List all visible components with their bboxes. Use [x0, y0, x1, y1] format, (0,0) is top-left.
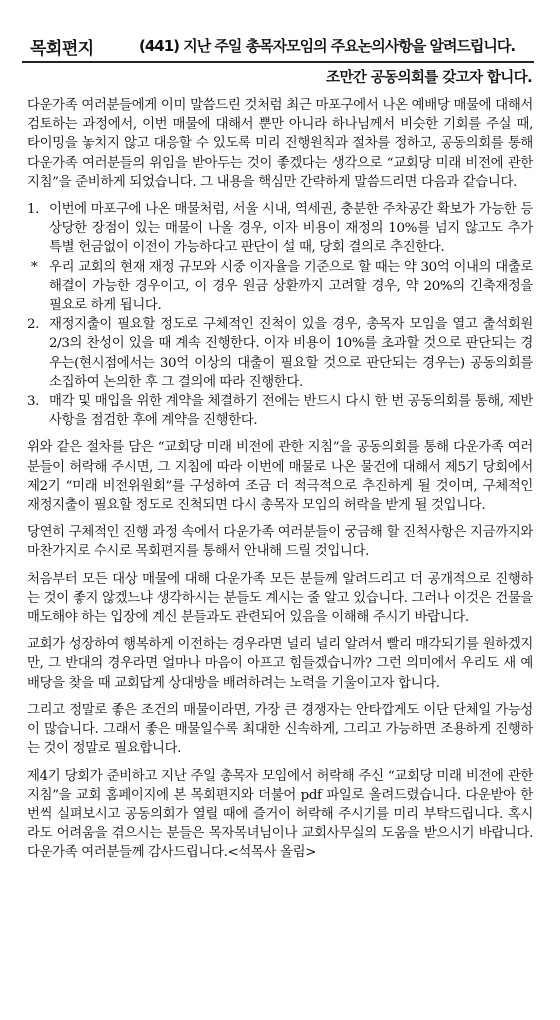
guideline-number: 2. — [27, 317, 40, 333]
body-paragraph: 위와 같은 절차를 담은 “교회당 미래 비전에 관한 지침”을 공동의회를 통해 다운가족 여러분들이 허락해 주시면, 그 지침에 따라 이번에 매물로 나온 물건에 대해서 제5기 당회에서 제2기 “미래 비전위원회”를 구성하여 조금 더 적극적으로 추진하게 될 것이며, 구체적인 재정지출이 필요할 정도로 진척되면 다시 총목자 모임의 허락을 받게 될 것입니다. — [27, 440, 533, 514]
closing-paragraph: 제4기 당회가 준비하고 지난 주일 총목자 모임에서 허락해 주신 “교회당 미래 비전에 관한 지침”을 교회 홈페이지에 본 목회편지와 더불어 pdf 파일로 올려드렸습니다. 다운받아 한 번씩 실펴보시고 공동의회가 열릴 때에 즐거이 허락해 주시기를 미리 부탁드립니다. 혹시라도 어려움을 겪으시는 분들은 목자목녀님이나 교회사무실의 도움을 받으시기 바랍니다. 다운가족 여러분들께 감사드립니다.<석목사 올림> — [27, 768, 533, 861]
guideline-number: 3. — [27, 394, 40, 410]
guideline-item-3 — [27, 392, 533, 430]
guideline-text: 매각 및 매입을 위한 계약을 체결하기 전에는 반드시 다시 한 번 공동의회를 통해, 제반 사항을 점검한 후에 계약을 진행한다. — [49, 394, 533, 429]
header-divider — [22, 61, 534, 63]
body-paragraph: 교회가 성장하여 행복하게 이전하는 경우라면 널리 널리 알려서 빨리 매각되기를 원하겠지만, 그 반대의 경우라면 얼마나 마음이 아프고 힘들겠습니까? 그런 의미에서 우리도 새 예배당을 찾을 때 교회답게 상대방을 배려하려는 노력을 기울이고자 합니다. — [27, 637, 533, 691]
guideline-item-2 — [27, 315, 533, 392]
letter-body — [27, 96, 533, 871]
body-paragraph: 당연히 구체적인 진행 과정 속에서 다운가족 여러분들이 궁금해 할 진척사항은 지금까지와 마찬가지로 수시로 목회편지를 통해서 안내해 드릴 것입니다. — [27, 525, 533, 560]
header-label: 목회편지 — [30, 39, 94, 59]
guideline-note — [27, 258, 533, 316]
guideline-note-text: 우리 교회의 현재 재정 규모와 시중 이자율을 기준으로 할 때는 약 30억 이내의 대출로 해결이 가능한 경우이고, 이 경우 원금 상환까지 고려할 경우, 약 20%의 긴축재정을 필요로 하게 됩니다. — [49, 259, 534, 314]
guideline-list — [27, 200, 533, 430]
header — [22, 34, 534, 64]
intro-paragraph: 다운가족 여러분들에게 이미 말씀드린 것처럼 최근 마포구에서 나온 예배당 매물에 대해서 검토하는 과정에서, 이번 매물에 대해서 뿐만 아니라 하나님께서 비슷한 기회를 주실 때, 타이밍을 놓치지 않고 대응할 수 있도록 미리 진행원칙과 절차를 정하고, 공동의회를 통해 다운가족 여러분들의 위임을 받아두는 것이 좋겠다는 생각으로 “교회당 미래 비전에 관한 지침”을 준비하게 되었습니다. 그 내용을 핵심만 간략하게 말씀드리면 다음과 같습니다. — [27, 98, 533, 190]
asterisk-icon: * — [31, 259, 38, 275]
guideline-item-1 — [27, 200, 533, 258]
body-paragraph: 그리고 정말로 좋은 조건의 매물이라면, 가장 큰 경쟁자는 안타깝게도 이단 단체일 가능성이 많습니다. 그래서 좋은 매물일수록 최대한 신속하게, 그리고 가능하면 조용하게 진행하는 것이 정말로 필요합니다. — [27, 702, 533, 757]
body-paragraph: 처음부터 모든 대상 매물에 대해 다운가족 모든 분들께 알려드리고 더 공개적으로 진행하는 것이 좋지 않겠느냐 생각하시는 분들도 계시는 줄 알고 있습니다. 그러나 이것은 건물을 매도해야 하는 입장에 계신 분들과도 관련되어 있음을 이해해 주시기 바랍니다. — [27, 571, 533, 626]
header-title: (441) 지난 주일 총목자모임의 주요논의사항을 알려드립니다. — [139, 37, 516, 55]
guideline-text: 이번에 마포구에 나온 매물처럼, 서울 시내, 역세권, 충분한 주차공간 확보가 가능한 등 상당한 장점이 있는 매물이 나올 경우, 이자 비용이 재정의 10%를 넘지 않고도 추가 특별 헌금없이 이전이 가능하다고 판단이 설 때, 당회 결의로 추진한다. — [49, 202, 534, 256]
guideline-number: 1. — [27, 202, 40, 218]
guideline-text: 재정지출이 필요할 정도로 구체적인 진척이 있을 경우, 총목자 모임을 열고 출석회원 2/3의 찬성이 있을 때 계속 진행한다. 이자 비용이 10%를 초과할 것으로 판단되는 경우는(현시점에서는 30억 이상의 대출이 필요할 것으로 판단되는 경우는) 공동의회를 소집하여 논의한 후 그 결의에 따라 진행한다. — [49, 317, 533, 390]
subtitle: 조만간 공동의회를 갖고자 합니다. — [326, 70, 532, 86]
